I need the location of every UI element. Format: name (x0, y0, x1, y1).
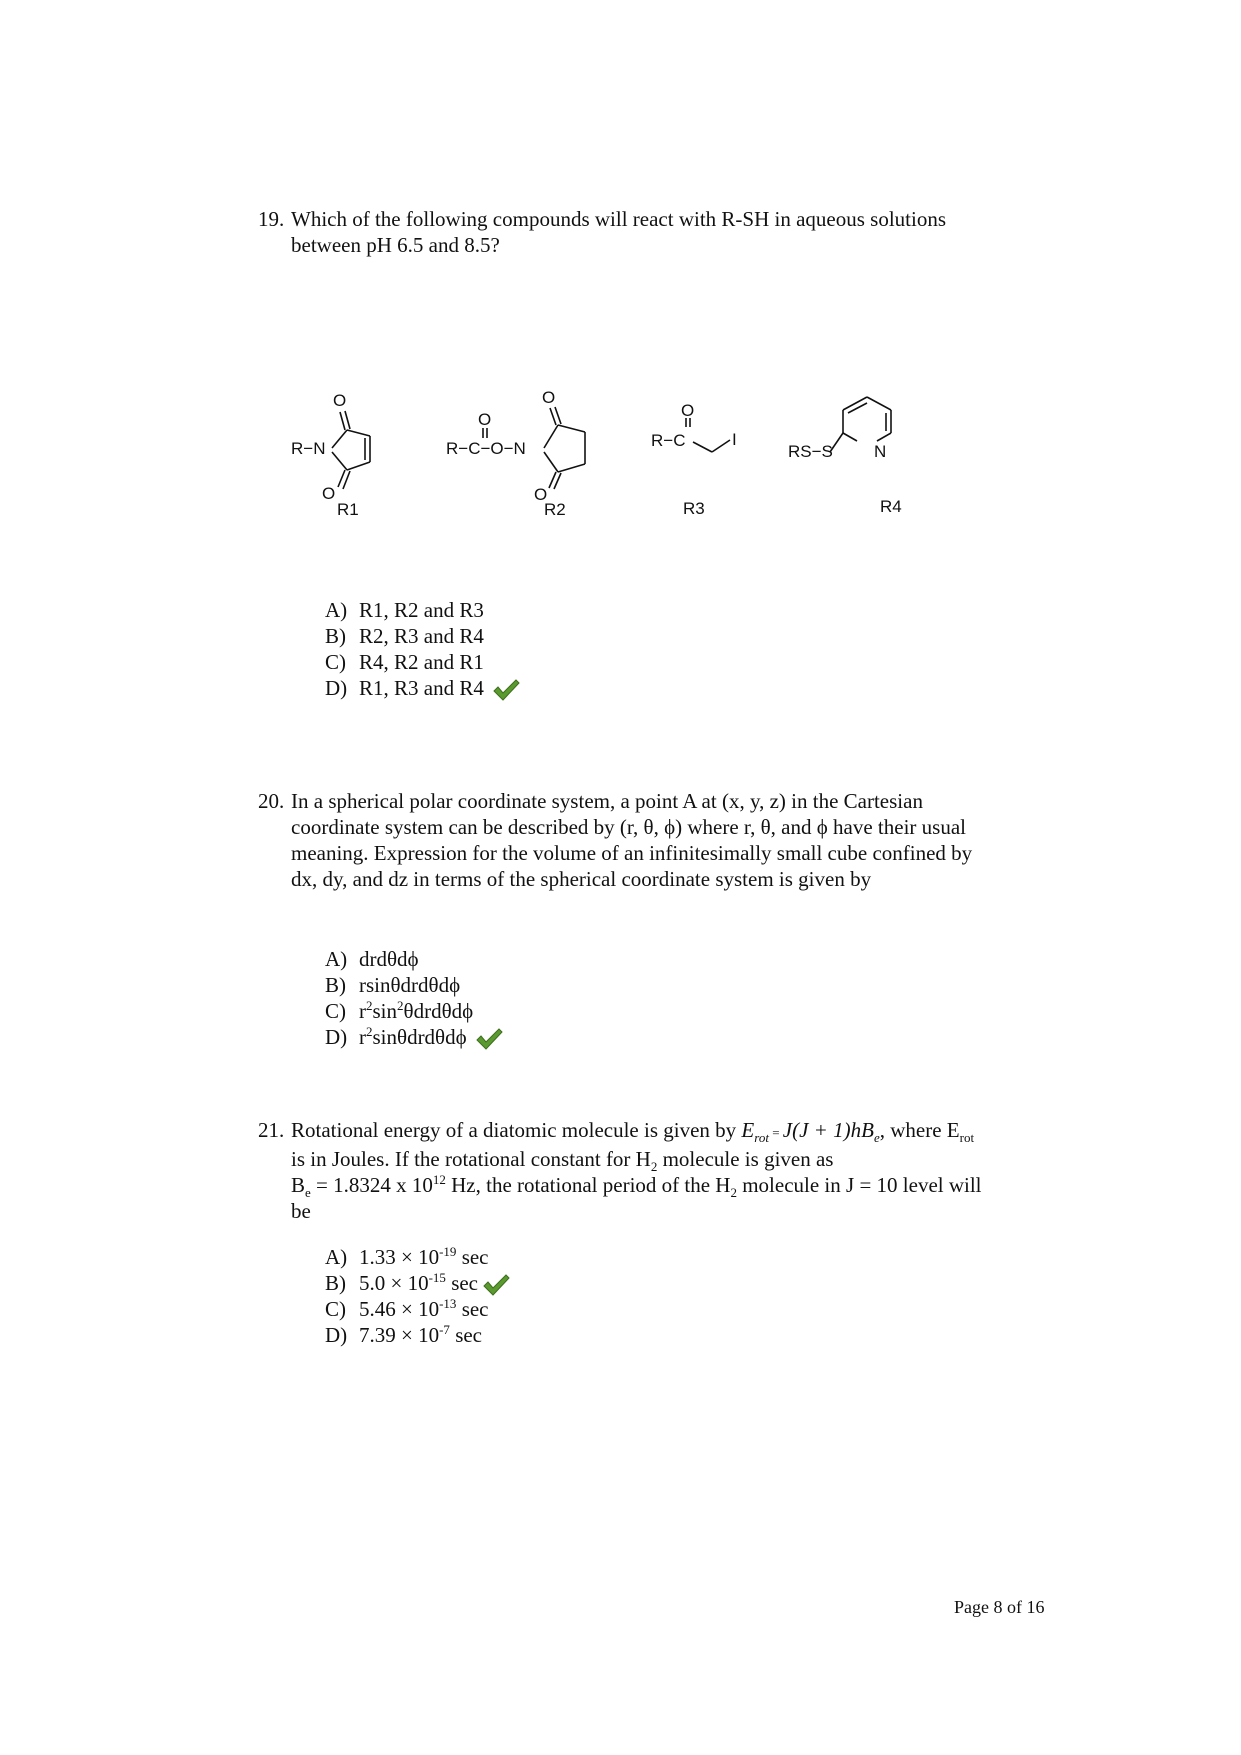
compound-label-r3: R3 (683, 499, 705, 518)
math-formula: J(J + 1)hB (782, 1118, 874, 1142)
compound-label-r1: R1 (337, 500, 359, 519)
superscript: 12 (432, 1172, 446, 1187)
option-b[interactable] (325, 623, 520, 649)
option-letter: B) (325, 624, 346, 648)
checkmark-icon (475, 1027, 503, 1051)
option-b[interactable] (325, 972, 503, 998)
question-text-line: coordinate system can be described by (r, θ, ϕ) where r, θ, and ϕ have their usual (291, 815, 966, 839)
question-number: 19. (258, 207, 285, 231)
option-text: rsinθdrdθdϕ (359, 973, 461, 997)
superscript: -15 (428, 1270, 446, 1285)
option-c[interactable] (325, 1296, 510, 1322)
option-letter: A) (325, 947, 348, 971)
text-run: Rotational energy of a diatomic molecule is given by (291, 1118, 742, 1142)
option-text: r (359, 1025, 366, 1049)
r3-fragment: O (681, 401, 695, 420)
r1-fragment: O (333, 391, 347, 410)
question-text-line: meaning. Expression for the volume of an infinitesimally small cube confined by (291, 841, 973, 865)
option-a[interactable] (325, 597, 520, 623)
text-run: = 1.8324 x 10 (310, 1173, 433, 1197)
option-letter: B) (325, 973, 346, 997)
r1-fragment: O (322, 484, 336, 503)
option-letter: D) (325, 676, 348, 700)
checkmark-icon (482, 1273, 510, 1297)
option-unit: sec (456, 1297, 489, 1321)
checkmark-icon (492, 678, 520, 702)
option-text: drdθdϕ (359, 947, 419, 971)
r2-fragment: R−C−O−N (446, 439, 526, 458)
option-text: r (359, 999, 366, 1023)
question-text-line: Which of the following compounds will react with R-SH in aqueous solutions (291, 207, 946, 231)
r2-fragment: O (542, 388, 556, 407)
option-letter: D) (325, 1323, 348, 1347)
superscript: 2 (366, 1024, 373, 1039)
option-text: R1, R3 and R4 (359, 676, 484, 700)
option-text: θdrdθdϕ (403, 999, 474, 1023)
option-a[interactable] (325, 946, 503, 972)
subscript: rot (754, 1130, 769, 1146)
text-run: molecule in J = 10 level will (736, 1173, 982, 1197)
superscript: -19 (439, 1244, 457, 1259)
option-text: sinθdrdθdϕ (372, 1025, 467, 1049)
r4-fragment: RS−S (788, 442, 833, 461)
question-text-line: In a spherical polar coordinate system, a point A at (x, y, z) in the Cartesian (291, 789, 923, 813)
subscript: e (305, 1185, 311, 1201)
superscript: 2 (366, 998, 373, 1013)
option-text: R1, R2 and R3 (359, 598, 484, 622)
option-text: R4, R2 and R1 (359, 650, 484, 674)
question-21 (258, 1117, 1088, 1224)
subscript: e (873, 1130, 880, 1146)
option-letter: C) (325, 999, 346, 1023)
option-unit: sec (449, 1323, 483, 1347)
question-text-line: between pH 6.5 and 8.5? (291, 233, 500, 257)
option-letter: C) (325, 650, 346, 674)
question-text-line: dx, dy, and dz in terms of the spherical coordinate system is given by (291, 867, 872, 891)
page-number: Page 8 of 16 (954, 1597, 1045, 1617)
subscript: rot (959, 1130, 975, 1146)
question-text-line (291, 1117, 1088, 1146)
math-symbol: = (768, 1125, 783, 1140)
option-unit: sec (456, 1245, 489, 1269)
subscript: 2 (650, 1159, 658, 1175)
option-letter: A) (325, 1245, 348, 1269)
option-text: 5.46 × 10 (359, 1297, 440, 1321)
option-d[interactable] (325, 1024, 503, 1050)
compound-label-r2: R2 (544, 500, 566, 519)
text-run: Hz, the rotational period of the H (445, 1173, 731, 1197)
compound-label-r4: R4 (880, 497, 902, 516)
option-text: 1.33 × 10 (359, 1245, 440, 1269)
r2-fragment: O (534, 485, 548, 504)
options-q20 (325, 946, 503, 1050)
r1-fragment: R−N (291, 439, 326, 458)
r3-fragment: I (732, 430, 737, 449)
option-unit: sec (445, 1271, 479, 1295)
r4-fragment: N (874, 442, 887, 461)
question-text-line (291, 1146, 1088, 1175)
option-text: 5.0 × 10 (359, 1271, 429, 1295)
subscript: 2 (730, 1185, 737, 1201)
math-symbol: E (741, 1118, 755, 1142)
option-b[interactable] (325, 1270, 510, 1296)
question-number: 21. (258, 1118, 285, 1142)
option-letter: A) (325, 598, 348, 622)
text-run: B (291, 1173, 306, 1197)
r3-fragment: R−C (651, 431, 686, 450)
option-text: R2, R3 and R4 (359, 624, 484, 648)
option-c[interactable] (325, 998, 503, 1024)
question-text-line (291, 1172, 1088, 1201)
option-letter: B) (325, 1271, 346, 1295)
superscript: -13 (439, 1296, 457, 1311)
option-text: sin (372, 999, 398, 1023)
options-q19 (325, 597, 520, 701)
question-text-line: be (291, 1199, 311, 1223)
option-d[interactable] (325, 675, 520, 701)
r2-fragment: O (478, 410, 492, 429)
text-run: , where E (879, 1118, 960, 1142)
superscript: 2 (397, 998, 404, 1013)
question-number: 20. (258, 789, 285, 813)
option-d[interactable] (325, 1322, 510, 1348)
text-run: molecule is given as (657, 1147, 834, 1171)
text-run: is in Joules. If the rotational constant for H (291, 1147, 651, 1171)
options-q21 (325, 1244, 510, 1348)
question-20 (258, 788, 1058, 892)
superscript: -7 (439, 1322, 450, 1337)
option-letter: C) (325, 1297, 346, 1321)
chemical-structures (0, 0, 1241, 560)
option-text: 7.39 × 10 (359, 1323, 440, 1347)
option-c[interactable] (325, 649, 520, 675)
option-a[interactable] (325, 1244, 510, 1270)
option-letter: D) (325, 1025, 348, 1049)
